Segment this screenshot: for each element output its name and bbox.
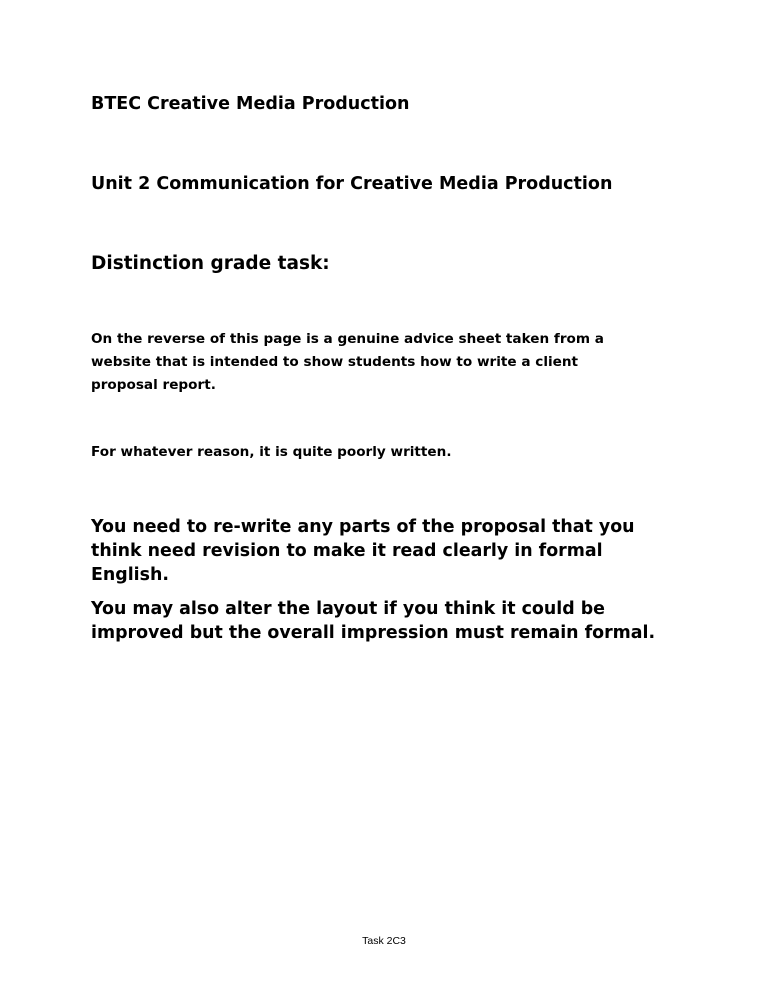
advice-paragraph-line: website that is intended to show students how to write a client (91, 354, 579, 370)
document-title: BTEC Creative Media Production (91, 94, 410, 114)
rewrite-instruction-line: You need to re-write any parts of the proposal that you (91, 517, 635, 537)
unit-title: Unit 2 Communication for Creative Media Production (91, 174, 613, 194)
task-heading: Distinction grade task: (91, 253, 330, 274)
layout-instruction-line: improved but the overall impression must remain formal. (91, 623, 656, 643)
advice-paragraph-line: proposal report. (91, 377, 216, 393)
poorly-written-note: For whatever reason, it is quite poorly written. (91, 444, 452, 460)
page-footer: Task 2C3 (362, 935, 406, 947)
layout-instruction-line: You may also alter the layout if you think it could be (91, 599, 605, 619)
advice-paragraph-line: On the reverse of this page is a genuine advice sheet taken from a (91, 331, 604, 347)
rewrite-instruction-line: English. (91, 565, 169, 585)
rewrite-instruction-line: think need revision to make it read clearly in formal (91, 541, 603, 561)
